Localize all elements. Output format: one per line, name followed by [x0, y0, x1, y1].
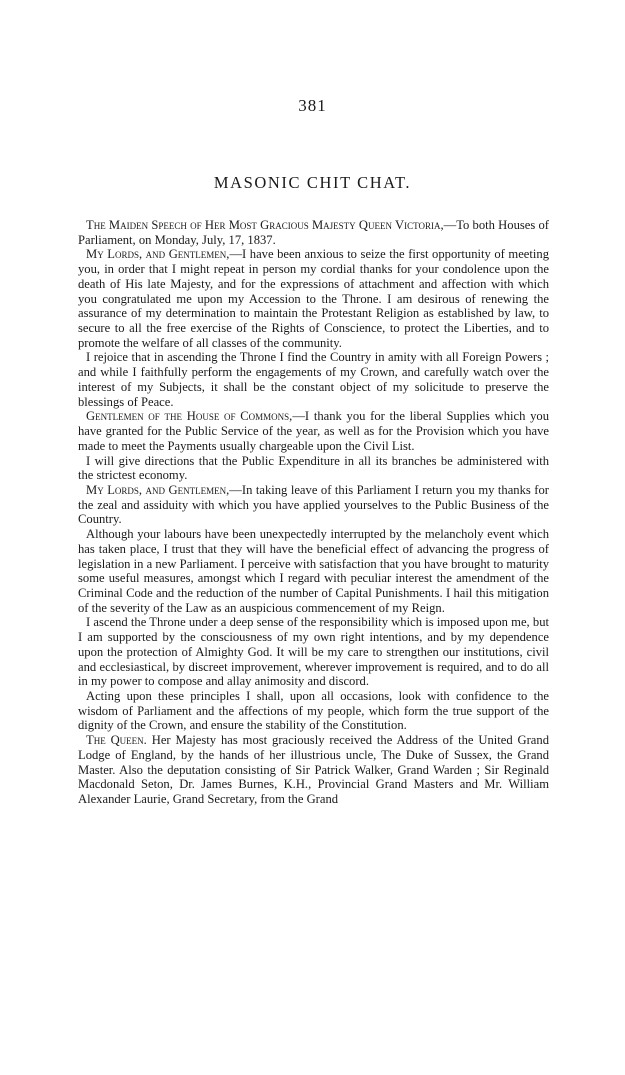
- paragraph-text: I rejoice that in ascending the Throne I find the Country in amity with all Foreign Powers ; and while I faithfully perform the engagements of my Crown, and carefully watch over the interest of my Subjects, it shall be the constant object of my solicitude to preserve the blessings of Peace.: [78, 350, 549, 409]
- paragraph-text: I will give directions that the Public Expenditure in all its branches be administered with the strictest economy.: [78, 453, 549, 483]
- paragraph-the-queen: [78, 733, 549, 807]
- paragraph-text: —I have been anxious to seize the first opportunity of meeting you, in order that I might repeat in person my cordial thanks for your condolence upon the death of His late Majesty, and for the expressions of attachment and affection with which you congratulated me upon my Accession to the Throne. I am desirous of renewing the assurance of my determination to maintain the Protestant Religion as established by law, to secure to all the free exercise of the Rights of Conscience, to protect the Liberties, and to promote the welfare of all classes of the community.: [78, 247, 549, 350]
- paragraph-lead: My Lords, and Gentlemen,: [86, 482, 230, 497]
- paragraph-principles: [78, 689, 549, 733]
- page-number: 381: [298, 96, 327, 115]
- paragraph-address-commons: [78, 409, 549, 453]
- paragraph-leave-parliament: [78, 483, 549, 527]
- paragraph-text: —I thank you for the liberal Supplies which you have granted for the Public Service of the year, as well as for the Provision which you have made to meet the Payments usually chargeable upon the Civil List.: [78, 409, 549, 453]
- paragraph-text: Acting upon these principles I shall, upon all occasions, look with confidence to the wisdom of Parliament and the affections of my people, which form the true support of the dignity of the Crown, and ensure the stability of the Constitution.: [78, 689, 549, 733]
- paragraph-foreign-powers: [78, 350, 549, 409]
- paragraph-text: —To both Houses of Parliament, on Monday, July, 17, 1837.: [78, 218, 549, 247]
- paragraph-text: —In taking leave of this Parliament I return you my thanks for the zeal and assiduity with which you have applied yourselves to the Public Business of the Country.: [78, 482, 549, 527]
- paragraph-text: Although your labours have been unexpectedly interrupted by the melancholy event which has taken place, I trust that they will have the beneficial effect of advancing the progress of legislation in a new Parliament. I perceive with satisfaction that you have brought to maturity some useful measures, amongst which I regard with peculiar interest the amendment of the Criminal Code and the reduction of the number of Capital Punishments. I hail this mitigation of the severity of the Law as an auspicious commencement of my Reign.: [78, 527, 549, 615]
- paragraph-legislation: [78, 527, 549, 615]
- paragraph-address-lords: [78, 247, 549, 350]
- paragraph-text: Her Majesty has most graciously received the Address of the United Grand Lodge of England, by the hands of her illustrious uncle, The Duke of Sussex, the Grand Master. Also the deputation consisting of Sir Patrick Walker, Grand Warden ; Sir Reginald Macdonald Seton, Dr. James Burnes, K.H., Provincial Grand Masters and Mr. William Alexander Laurie, Grand Secretary, from the Grand: [78, 733, 549, 807]
- paragraph-lead: The Queen.: [86, 733, 147, 748]
- paragraph-expenditure: [78, 454, 549, 483]
- paragraph-responsibility: [78, 615, 549, 689]
- paragraph-text: I ascend the Throne under a deep sense of the responsibility which is imposed upon me, but I am supported by the consciousness of my own right intentions, and by my dependence upon the protection of Almighty God. It will be my care to strengthen our institutions, civil and ecclesiastical, by discreet improvement, wherever improvement is required, and to do all in my power to compose and allay animosity and discord.: [78, 615, 549, 689]
- page-title: MASONIC CHIT CHAT.: [213, 173, 412, 192]
- article-body: [78, 218, 549, 807]
- paragraph-lead: Gentlemen of the House of Commons,: [86, 409, 293, 424]
- paragraph-lead: My Lords, and Gentlemen,: [86, 247, 230, 262]
- paragraph-speech-heading: [78, 218, 549, 247]
- paragraph-lead: The Maiden Speech of Her Most Gracious Majesty Queen Victoria,: [86, 218, 444, 232]
